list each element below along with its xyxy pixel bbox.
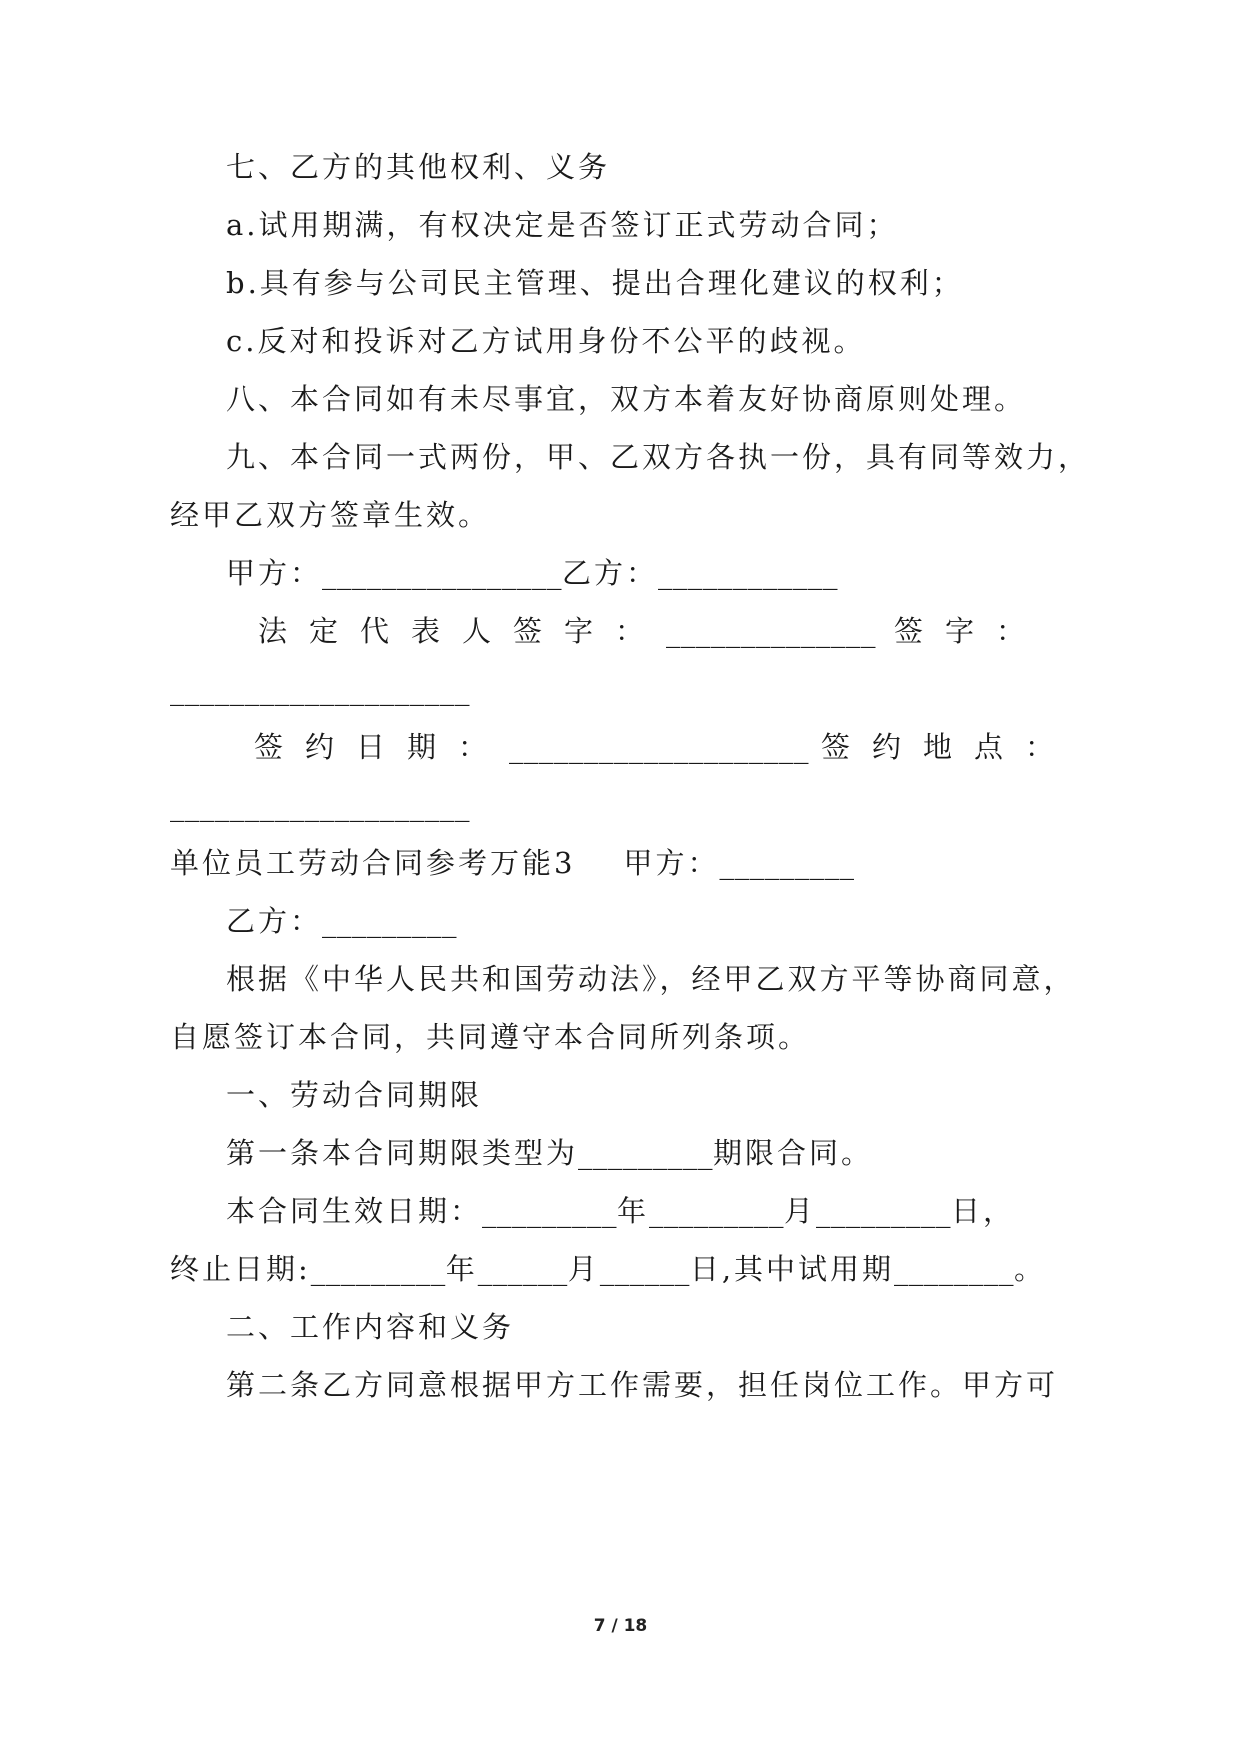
- legal-rep-label: 法定代表人签字：: [258, 614, 667, 648]
- section-9-line-2: 经甲乙双方签章生效。: [170, 498, 491, 532]
- contract-3-intro-line-1: 根据《中华人民共和国劳动法》，经甲乙双方平等协商同意，: [226, 962, 1076, 996]
- day-unit: 日，: [951, 1194, 1016, 1228]
- contract-3-party-b-label: 乙方：: [226, 904, 323, 938]
- party-b-label: 乙方：: [562, 556, 659, 590]
- contract-3-party-a-label: 甲方：: [623, 846, 720, 880]
- effective-day-blank: _________: [816, 1194, 952, 1228]
- sign-label: 签字：: [894, 614, 1048, 648]
- section-8: 八、本合同如有未尽事宜，双方本着友好协商原则处理。: [226, 382, 1027, 416]
- day-trial-text: 日,其中试用期: [689, 1252, 895, 1286]
- contract-3-title: 单位员工劳动合同参考万能3: [170, 846, 576, 880]
- end-year-blank: _________: [310, 1252, 446, 1286]
- contract-3-party-a-blank: _________: [719, 846, 855, 880]
- party-b-blank: ____________: [658, 556, 839, 590]
- effective-label: 本合同生效日期：: [226, 1194, 483, 1228]
- legal-rep-blank: ______________: [666, 614, 877, 648]
- end-month-unit: 月: [567, 1252, 600, 1286]
- end-day-blank: ______: [599, 1252, 690, 1286]
- article-1: [226, 1133, 873, 1173]
- signature-parties-row: [226, 553, 838, 593]
- month-unit: 月: [784, 1194, 817, 1228]
- article-1-prefix: 第一条本合同期限类型为: [226, 1136, 579, 1170]
- place-label: 签约地点：: [821, 730, 1077, 764]
- section-7-heading: 七、乙方的其他权利、义务: [226, 150, 611, 184]
- effective-year-blank: _________: [482, 1194, 618, 1228]
- end-date-row: [170, 1249, 1046, 1289]
- section-2-heading: 二、工作内容和义务: [226, 1310, 515, 1344]
- place-blank: ____________________: [170, 788, 470, 822]
- section-7-item-a: a.试用期满，有权决定是否签订正式劳动合同；: [226, 208, 899, 242]
- contract-3-party-b-blank: _________: [322, 904, 458, 938]
- end-period: 。: [1014, 1252, 1047, 1286]
- article-1-suffix: 期限合同。: [713, 1136, 874, 1170]
- trial-blank: ________: [894, 1252, 1015, 1286]
- effective-month-blank: _________: [649, 1194, 785, 1228]
- date-place-row: [254, 727, 1076, 767]
- party-a-label: 甲方：: [226, 556, 323, 590]
- end-label: 终止日期:: [170, 1252, 311, 1286]
- date-blank: ____________________: [509, 730, 810, 764]
- end-month-blank: ______: [477, 1252, 568, 1286]
- section-9-line-1: 九、本合同一式两份，甲、乙双方各执一份，具有同等效力，: [226, 440, 1091, 474]
- article-2: 第二条乙方同意根据甲方工作需要，担任岗位工作。甲方可: [226, 1368, 1059, 1402]
- end-year-unit: 年: [445, 1252, 478, 1286]
- year-unit: 年: [617, 1194, 650, 1228]
- contract-3-party-b-row: [226, 901, 457, 941]
- article-1-blank: _________: [578, 1136, 714, 1170]
- section-1-heading: 一、劳动合同期限: [226, 1078, 483, 1112]
- section-7-item-c: c.反对和投诉对乙方试用身份不公平的歧视。: [226, 324, 866, 358]
- date-label: 签约日期：: [254, 730, 510, 764]
- effective-date-row: [226, 1191, 1015, 1231]
- party-a-blank: ________________: [322, 556, 563, 590]
- contract-3-title-row: [170, 843, 854, 883]
- page-number: 7 / 18: [593, 1616, 648, 1636]
- legal-rep-row: [258, 611, 1047, 651]
- contract-3-intro-line-2: 自愿签订本合同，共同遵守本合同所列条项。: [170, 1020, 811, 1054]
- sign-blank: ____________________: [170, 672, 470, 706]
- section-7-item-b: b.具有参与公司民主管理、提出合理化建议的权利；: [226, 266, 964, 300]
